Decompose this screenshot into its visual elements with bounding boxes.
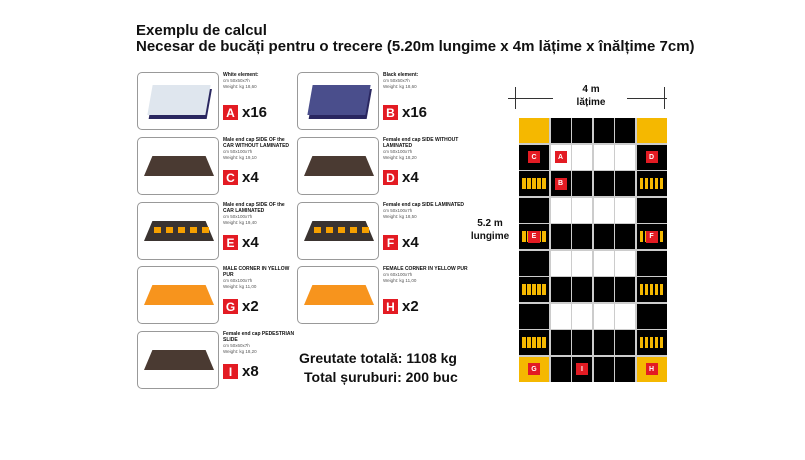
- grid-tile: [572, 171, 592, 196]
- grid-tile: [551, 171, 571, 196]
- reflective-stripes: [640, 284, 664, 295]
- grid-tile: [572, 251, 592, 276]
- product-spec: Weight: kg 19,10: [223, 155, 257, 160]
- grid-tile: [551, 118, 571, 143]
- reflective-stripes: [522, 284, 546, 295]
- product-name: Black element:: [383, 72, 419, 78]
- grid-tile: [551, 304, 571, 329]
- grid-tile: [551, 224, 571, 249]
- tile-label: G: [528, 363, 540, 375]
- width-label: lățime: [576, 97, 606, 108]
- product-image: [297, 137, 379, 195]
- product-quantity: x4: [242, 169, 259, 186]
- product-spec: cm 60x100x7h: [383, 272, 413, 277]
- grid-tile: [594, 251, 614, 276]
- grid-tile: [572, 277, 592, 302]
- grid-tile: [572, 198, 592, 223]
- product-name: Male end cap SIDE OF the CAR LAMINATED: [223, 202, 285, 214]
- product-name: Female end cap PEDESTRIAN SLIDE: [223, 331, 295, 343]
- length-value: 5.2 m: [477, 218, 503, 229]
- product-quantity: x4: [242, 234, 259, 251]
- product-card: [137, 266, 297, 326]
- product-spec: Weight: kg 18,50: [383, 214, 417, 219]
- grid-tile: [594, 357, 614, 382]
- grid-tile: [594, 224, 614, 249]
- page-subtitle: Necesar de bucăți pentru o trecere (5.20m lungime x 4m lățime x înălțime 7cm): [136, 38, 695, 55]
- product-name: Female end cap SIDE LAMINATED: [383, 202, 465, 208]
- product-spec: Weight: kg 18,20: [383, 155, 417, 160]
- grid-tile: [519, 118, 549, 143]
- grid-tile: [637, 198, 667, 223]
- grid-tile: [519, 304, 549, 329]
- product-name: FEMALE CORNER IN YELLOW PUR: [383, 266, 468, 272]
- product-spec: cm 50x60x7h: [223, 343, 250, 348]
- grid-tile: [615, 357, 635, 382]
- grid-tile: [572, 357, 592, 382]
- dimension-tick-left: [515, 87, 516, 109]
- tile-label: A: [555, 151, 567, 163]
- grid-tile: [519, 251, 549, 276]
- grid-tile: [615, 145, 635, 170]
- grid-tile: [594, 145, 614, 170]
- product-spec: cm 50x100x7h: [223, 214, 253, 219]
- grid-tile: [594, 171, 614, 196]
- grid-tile: [637, 118, 667, 143]
- tile-label: H: [646, 363, 658, 375]
- grid-tile: [637, 251, 667, 276]
- product-image: [137, 266, 219, 324]
- grid-tile: [637, 304, 667, 329]
- tile-label: C: [528, 151, 540, 163]
- grid-tile: [551, 357, 571, 382]
- product-quantity: x2: [242, 298, 259, 315]
- grid-tile: [615, 277, 635, 302]
- grid-tile: [594, 118, 614, 143]
- product-card: [137, 331, 297, 391]
- grid-tile: [637, 171, 667, 196]
- grid-tile: [572, 145, 592, 170]
- grid-tile: [572, 118, 592, 143]
- length-label: lungime: [470, 231, 510, 242]
- product-card: [297, 72, 457, 132]
- product-spec: cm 50x100x7h: [223, 149, 253, 154]
- product-quantity: x4: [402, 234, 419, 251]
- product-letter-badge: F: [383, 235, 398, 250]
- product-quantity: x8: [242, 363, 259, 380]
- grid-tile: [551, 198, 571, 223]
- grid-tile: [551, 251, 571, 276]
- grid-tile: [615, 304, 635, 329]
- grid-tile: [615, 198, 635, 223]
- product-spec: Weight: kg 18,20: [223, 349, 257, 354]
- product-spec: cm 50x50x7h: [383, 78, 410, 83]
- product-letter-badge: D: [383, 170, 398, 185]
- grid-tile: [551, 277, 571, 302]
- grid-tile: [572, 330, 592, 355]
- product-letter-badge: E: [223, 235, 238, 250]
- grid-tile: [637, 145, 667, 170]
- product-card: [137, 72, 297, 132]
- product-name: Female end cap SIDE WITHOUT LAMINATED: [383, 137, 459, 149]
- width-value: 4 m: [582, 84, 600, 95]
- product-letter-badge: B: [383, 105, 398, 120]
- dimension-tick-right: [664, 87, 665, 109]
- product-image: [137, 72, 219, 130]
- grid-tile: [637, 277, 667, 302]
- reflective-stripes: [522, 178, 546, 189]
- tile-label: F: [646, 231, 658, 243]
- product-spec: Weight: kg 11,00: [223, 284, 257, 289]
- tile-grid: [519, 118, 667, 382]
- grid-tile: [594, 330, 614, 355]
- reflective-stripes: [640, 337, 664, 348]
- tile-label: E: [528, 231, 540, 243]
- page-title: Exemplu de calcul: [136, 22, 267, 39]
- grid-tile: [594, 304, 614, 329]
- product-quantity: x16: [242, 104, 268, 121]
- grid-tile: [519, 171, 549, 196]
- product-spec: cm 50x50x7h: [223, 78, 250, 83]
- grid-tile: [519, 198, 549, 223]
- grid-tile: [551, 330, 571, 355]
- product-spec: cm 50x100x7h: [383, 149, 413, 154]
- total-weight: Greutate totală: 1108 kg: [299, 350, 457, 366]
- grid-tile: [519, 224, 549, 249]
- product-image: [137, 137, 219, 195]
- product-name: White element:: [223, 72, 259, 78]
- product-quantity: x2: [402, 298, 419, 315]
- product-image: [137, 202, 219, 260]
- grid-tile: [572, 224, 592, 249]
- product-letter-badge: I: [223, 364, 238, 379]
- product-spec: Weight: kg 19,40: [223, 220, 257, 225]
- product-card: [297, 266, 468, 326]
- product-letter-badge: A: [223, 105, 238, 120]
- tile-label: I: [576, 363, 588, 375]
- product-spec: cm 50x100x7h: [383, 208, 413, 213]
- product-image: [297, 202, 379, 260]
- grid-tile: [637, 330, 667, 355]
- grid-tile: [594, 277, 614, 302]
- product-card: [137, 137, 297, 197]
- product-letter-badge: H: [383, 299, 398, 314]
- reflective-stripes: [522, 337, 546, 348]
- product-spec: Weight: kg 18,60: [223, 84, 257, 89]
- product-letter-badge: C: [223, 170, 238, 185]
- grid-tile: [519, 277, 549, 302]
- tile-label: D: [646, 151, 658, 163]
- product-card: [137, 202, 297, 262]
- product-image: [137, 331, 219, 389]
- grid-tile: [594, 198, 614, 223]
- tile-label: B: [555, 178, 567, 190]
- product-card: [297, 202, 465, 262]
- reflective-stripes: [640, 178, 664, 189]
- grid-tile: [572, 304, 592, 329]
- product-image: [297, 72, 379, 130]
- product-card: [297, 137, 457, 197]
- grid-tile: [519, 357, 549, 382]
- dimension-line-right: [627, 98, 667, 99]
- product-spec: Weight: kg 18,60: [383, 84, 417, 89]
- product-spec: cm 60x100x7h: [223, 278, 253, 283]
- grid-tile: [615, 118, 635, 143]
- grid-tile: [551, 145, 571, 170]
- grid-tile: [637, 357, 667, 382]
- product-quantity: x4: [402, 169, 419, 186]
- total-screws: Total șuruburi: 200 buc: [304, 369, 458, 385]
- product-name: Male end cap SIDE OF the CAR WITHOUT LAMINATED: [223, 137, 290, 149]
- grid-tile: [615, 224, 635, 249]
- product-spec: Weight: kg 11,00: [383, 278, 417, 283]
- product-name: MALE CORNER IN YELLOW PUR: [223, 266, 290, 278]
- grid-tile: [637, 224, 667, 249]
- grid-tile: [519, 330, 549, 355]
- grid-tile: [615, 330, 635, 355]
- product-quantity: x16: [402, 104, 428, 121]
- product-letter-badge: G: [223, 299, 238, 314]
- product-image: [297, 266, 379, 324]
- grid-tile: [519, 145, 549, 170]
- grid-tile: [615, 171, 635, 196]
- grid-tile: [615, 251, 635, 276]
